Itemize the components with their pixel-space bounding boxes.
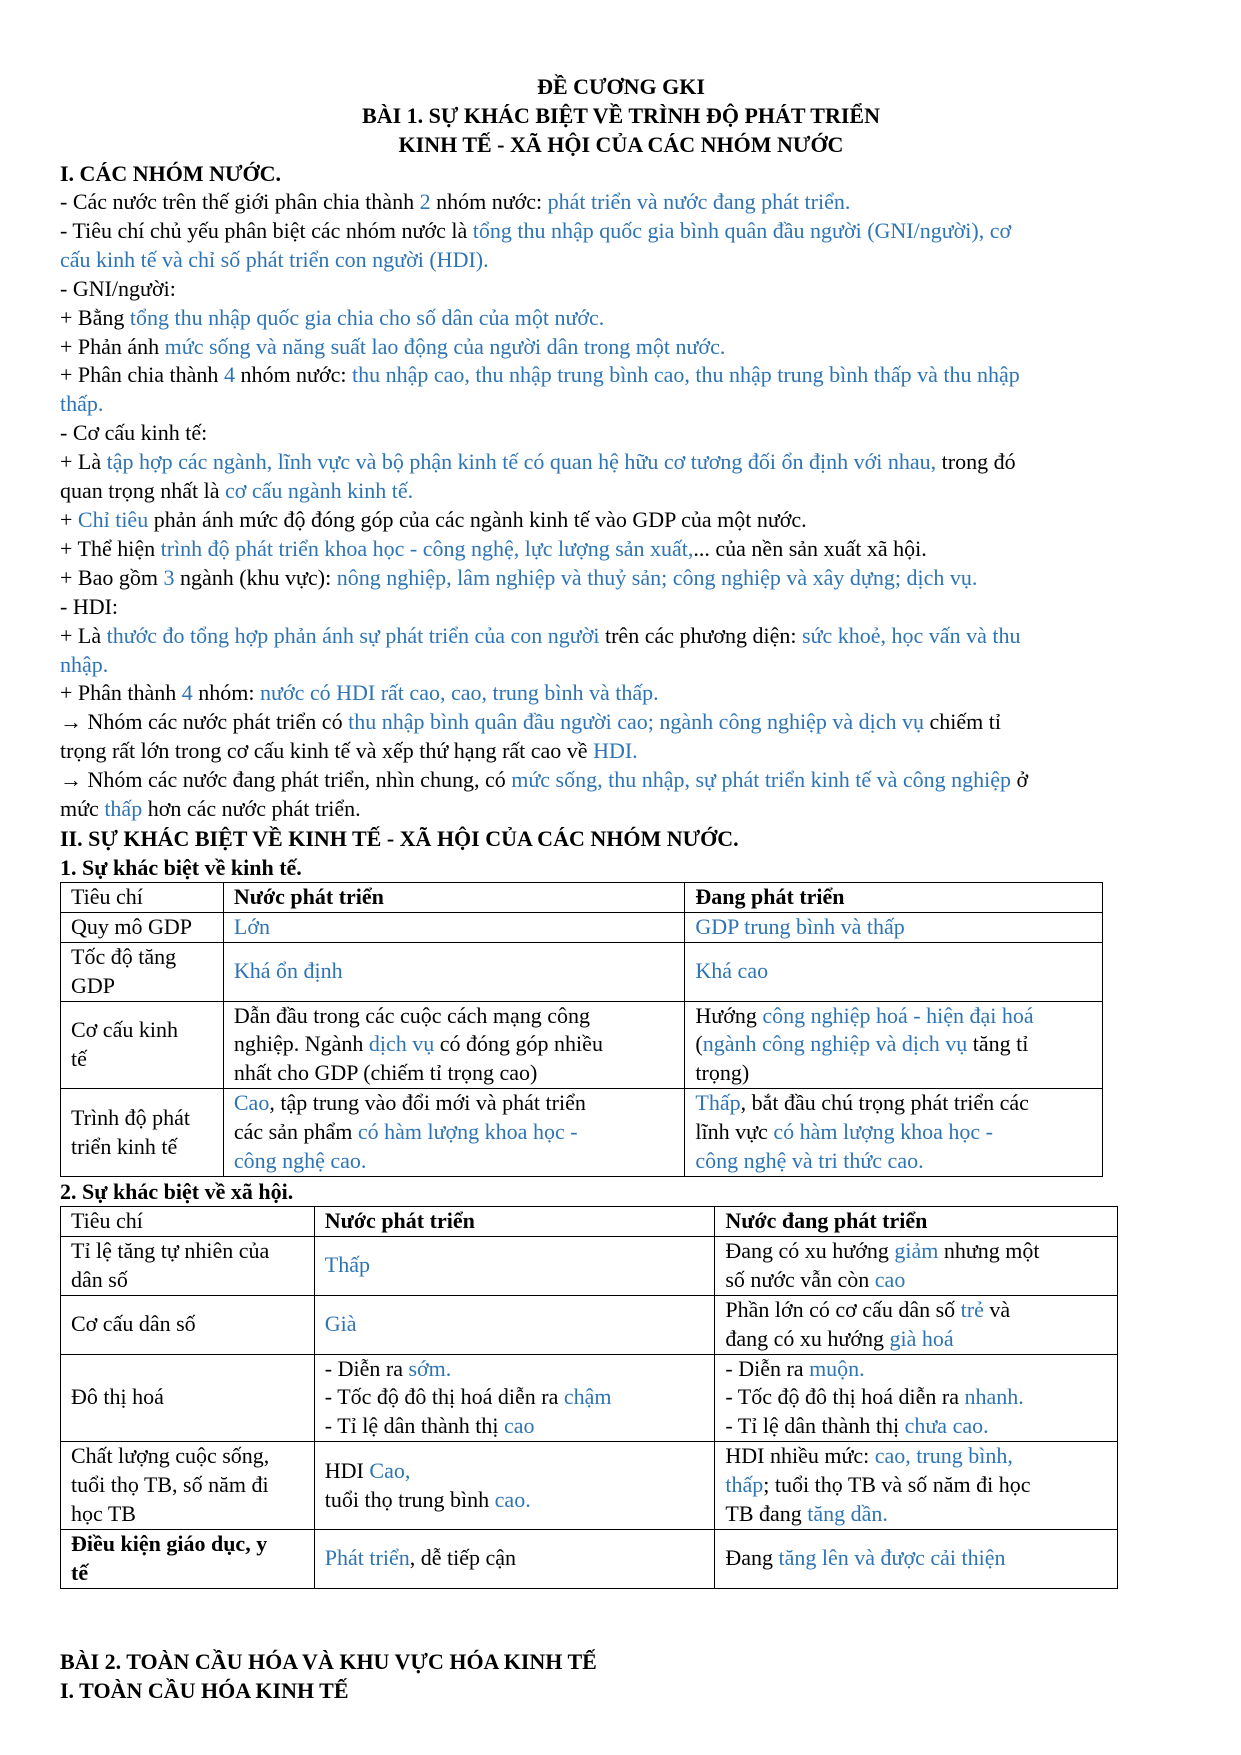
text-line: - Các nước trên thế giới phân chia thành 2 nhóm nước: phát triển và nước đang phát triển. — [60, 189, 851, 214]
table-cell: Thấp — [314, 1236, 715, 1295]
text-line: - Tiêu chí chủ yếu phân biệt các nhóm nước là tổng thu nhập quốc gia bình quân đầu người (GNI/người), cơ — [60, 217, 1012, 243]
text-line: + Là tập hợp các ngành, lĩnh vực và bộ phận kinh tế có quan hệ hữu cơ tương đối ổn định với nhau, trong đó — [60, 449, 1016, 475]
society-comparison-table — [60, 1206, 1118, 1589]
table-cell: GDP trung bình và thấp — [685, 912, 1103, 942]
text-line: - HDI: — [60, 593, 119, 619]
table-header-row — [61, 1207, 1118, 1237]
text-line: → Nhóm các nước đang phát triển, nhìn chung, có mức sống, thu nhập, sự phát triển kinh tế và công nghiệp ở — [60, 767, 1029, 793]
table-row — [61, 1295, 1118, 1354]
text-line: + Chỉ tiêu phản ánh mức độ đóng góp của các ngành kinh tế vào GDP của một nước. — [60, 506, 807, 532]
table-cell: Nước phát triển — [314, 1207, 715, 1237]
table-cell: Nước phát triển — [223, 882, 685, 912]
table-cell: Đang có xu hướng giảm nhưng một số nước vẫn còn cao — [715, 1236, 1118, 1295]
table-row — [61, 1236, 1118, 1295]
table-cell: Quy mô GDP — [61, 912, 224, 942]
table-header-row — [61, 882, 1103, 912]
table-cell: Tiêu chí — [61, 1207, 315, 1237]
document-title: ĐỀ CƯƠNG GKI — [537, 74, 705, 99]
table-cell: Tốc độ tăng GDP — [61, 942, 224, 1001]
table-cell: Già — [314, 1295, 715, 1354]
table-row — [61, 1001, 1103, 1089]
table-row — [61, 1442, 1118, 1530]
section-heading-1: I. CÁC NHÓM NƯỚC. — [60, 161, 281, 186]
text-line: - Cơ cấu kinh tế: — [60, 420, 208, 446]
table-cell: Phát triển, dễ tiếp cận — [314, 1529, 715, 1588]
table-cell: Tiêu chí — [61, 882, 224, 912]
table-row — [61, 1089, 1103, 1177]
text-line: + Phân thành 4 nhóm: nước có HDI rất cao, cao, trung bình và thấp. — [60, 680, 659, 706]
text-line: nhập. — [60, 651, 109, 677]
table-cell: Thấp, bắt đầu chú trọng phát triển các lĩnh vực có hàm lượng khoa học - công nghệ và tri thức cao. — [685, 1089, 1103, 1177]
table-row — [61, 942, 1103, 1001]
text-line: quan trọng nhất là cơ cấu ngành kinh tế. — [60, 478, 414, 504]
table-cell: Trình độ phát triển kinh tế — [61, 1089, 224, 1177]
table-cell: Điều kiện giáo dục, y tế — [61, 1529, 315, 1588]
table-row — [61, 912, 1103, 942]
table-cell: Hướng công nghiệp hoá - hiện đại hoá (ngành công nghiệp và dịch vụ tăng tỉ trọng) — [685, 1001, 1103, 1089]
table-cell: HDI nhiều mức: cao, trung bình, thấp; tuổi thọ TB và số năm đi học TB đang tăng dần. — [715, 1442, 1118, 1530]
subsection-heading-economy: 1. Sự khác biệt về kinh tế. — [60, 854, 302, 880]
lesson-title-cont: KINH TẾ - XÃ HỘI CỦA CÁC NHÓM NƯỚC — [398, 132, 844, 157]
text-line: trọng rất lớn trong cơ cấu kinh tế và xếp thứ hạng rất cao về HDI. — [60, 738, 638, 764]
section-heading-globalization: I. TOÀN CẦU HÓA KINH TẾ — [60, 1677, 349, 1703]
table-cell: Cơ cấu kinh tế — [61, 1001, 224, 1089]
text-line: - GNI/người: — [60, 275, 176, 301]
text-line: thấp. — [60, 391, 104, 417]
table-cell: Nước đang phát triển — [715, 1207, 1118, 1237]
table-cell: Khá ổn định — [223, 942, 685, 1001]
table-cell: Phần lớn có cơ cấu dân số trẻ và đang có xu hướng già hoá — [715, 1295, 1118, 1354]
table-cell: - Diễn ra muộn. - Tốc độ đô thị hoá diễn ra nhanh. - Tỉ lệ dân thành thị chưa cao. — [715, 1354, 1118, 1442]
text-line: → Nhóm các nước phát triển có thu nhập bình quân đầu người cao; ngành công nghiệp và dịch vụ chiếm tỉ — [60, 709, 1001, 735]
document-header — [60, 72, 1182, 159]
table-cell: Đô thị hoá — [61, 1354, 315, 1442]
spacer — [60, 1589, 1182, 1647]
table-cell: Đang tăng lên và được cải thiện — [715, 1529, 1118, 1588]
text-line: cấu kinh tế và chỉ số phát triển con người (HDI). — [60, 246, 489, 272]
text-line: + Thể hiện trình độ phát triển khoa học - công nghệ, lực lượng sản xuất,... của nền sản xuất xã hội. — [60, 535, 927, 561]
table-cell: Cơ cấu dân số — [61, 1295, 315, 1354]
table-cell: Dẫn đầu trong các cuộc cách mạng công nghiệp. Ngành dịch vụ có đóng góp nhiều nhất cho GDP (chiếm tỉ trọng cao) — [223, 1001, 685, 1089]
section-heading-2: II. SỰ KHÁC BIỆT VỀ KINH TẾ - XÃ HỘI CỦA CÁC NHÓM NƯỚC. — [60, 825, 739, 851]
table-cell: Đang phát triển — [685, 882, 1103, 912]
lesson-title: BÀI 1. SỰ KHÁC BIỆT VỀ TRÌNH ĐỘ PHÁT TRIỂN — [362, 103, 880, 128]
text-line: + Phân chia thành 4 nhóm nước: thu nhập cao, thu nhập trung bình cao, thu nhập trung bình thấp và thu nhập — [60, 362, 1020, 388]
text-line: + Phản ánh mức sống và năng suất lao động của người dân trong một nước. — [60, 333, 726, 359]
text-line: + Là thước đo tổng hợp phản ánh sự phát triển của con người trên các phương diện: sức khoẻ, học vấn và thu — [60, 622, 1021, 648]
table-cell: - Diễn ra sớm. - Tốc độ đô thị hoá diễn ra chậm - Tỉ lệ dân thành thị cao — [314, 1354, 715, 1442]
table-cell: Khá cao — [685, 942, 1103, 1001]
table-row — [61, 1529, 1118, 1588]
text-line: mức thấp hơn các nước phát triển. — [60, 796, 361, 822]
table-cell: Cao, tập trung vào đổi mới và phát triển các sản phẩm có hàm lượng khoa học - công nghệ cao. — [223, 1089, 685, 1177]
table-cell: Chất lượng cuộc sống, tuổi thọ TB, số năm đi học TB — [61, 1442, 315, 1530]
text-line: + Bao gồm 3 ngành (khu vực): nông nghiệp, lâm nghiệp và thuỷ sản; công nghiệp và xây dựng; dịch vụ. — [60, 564, 978, 590]
lesson-2-title: BÀI 2. TOÀN CẦU HÓA VÀ KHU VỰC HÓA KINH TẾ — [60, 1648, 597, 1674]
subsection-heading-society: 2. Sự khác biệt về xã hội. — [60, 1179, 294, 1204]
table-cell: HDI Cao, tuổi thọ trung bình cao. — [314, 1442, 715, 1530]
text-line: + Bằng tổng thu nhập quốc gia chia cho số dân của một nước. — [60, 304, 605, 330]
economy-comparison-table — [60, 882, 1103, 1177]
table-cell: Tỉ lệ tăng tự nhiên của dân số — [61, 1236, 315, 1295]
table-row — [61, 1354, 1118, 1442]
table-cell: Lớn — [223, 912, 685, 942]
document-page — [60, 72, 1182, 1705]
